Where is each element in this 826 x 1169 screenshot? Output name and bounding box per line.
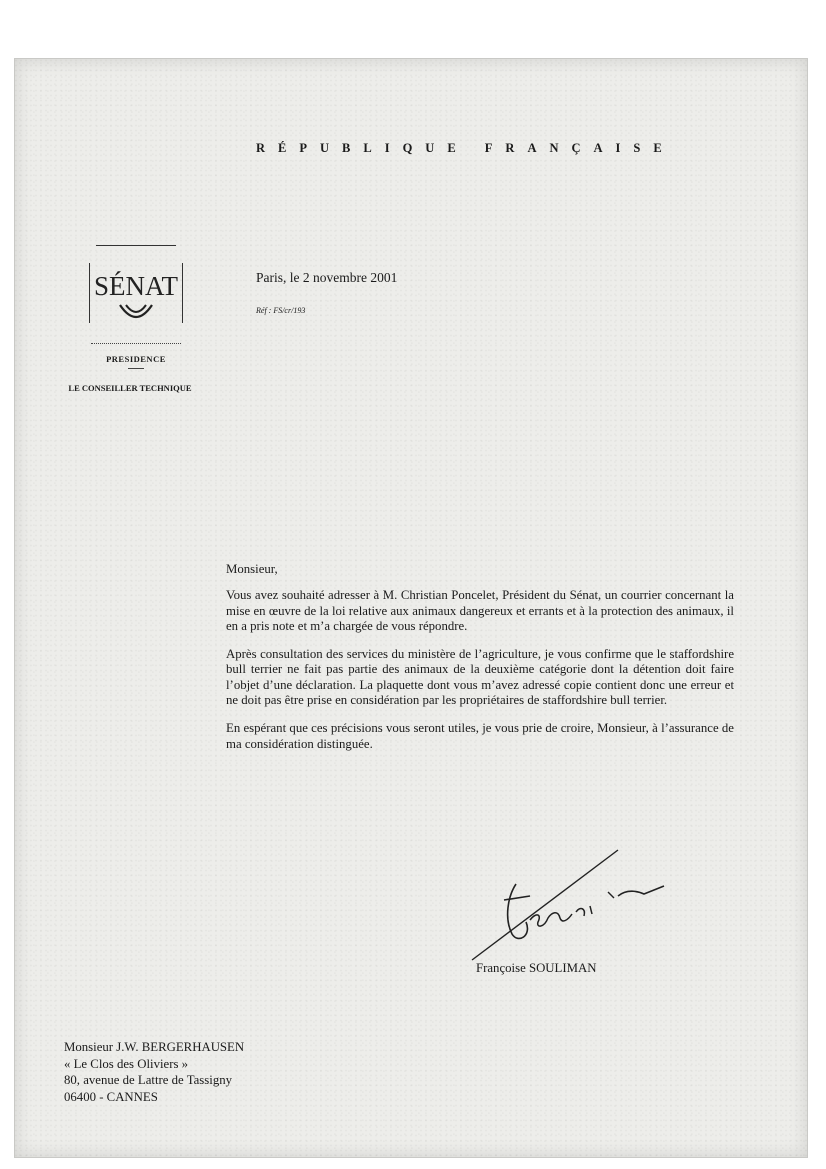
senat-logo-block (70, 245, 202, 393)
body-paragraph: Vous avez souhaité adresser à M. Christian Poncelet, Président du Sénat, un courrier concernant la mise en œuvre de la loi relative aux animaux dangereux et errants et à la protection des animaux, il en a pris note et m’a chargée de vous répondre. (226, 588, 734, 633)
letter-body (226, 562, 734, 765)
hemicycle-icon (116, 303, 156, 327)
salutation: Monsieur, (226, 562, 278, 576)
conseiller-label: LE CONSEILLER TECHNIQUE (68, 383, 192, 393)
logo-divider (91, 343, 181, 344)
logo-divider (96, 245, 176, 246)
logo-wordmark: SÉNAT (93, 271, 178, 301)
handwritten-signature (468, 848, 668, 968)
address-line: 06400 - CANNES (64, 1089, 158, 1104)
address-line: « Le Clos des Oliviers » (64, 1056, 189, 1071)
address-line: Monsieur J.W. BERGERHAUSEN (64, 1040, 245, 1054)
body-paragraph: En espérant que ces précisions vous seront utiles, je vous prie de croire, Monsieur, à l’assurance de ma considération distinguée. (226, 721, 734, 751)
senat-logo (86, 245, 186, 341)
address-line: 80, avenue de Lattre de Tassigny (64, 1073, 233, 1087)
body-paragraph: Après consultation des services du ministère de l’agriculture, je vous confirme que le staffordshire bull terrier ne fait pas partie des animaux de la deuxième catégorie dont la détention doit faire l’objet d’une déclaration. La plaquette dont vous m’avez adressé copie contient donc une erreur et ne doit pas être prise en considération par les propriétaires de staffordshire bull terrier. (226, 647, 734, 708)
presidence-label: PRESIDENCE (106, 354, 166, 364)
letter-reference: Réf : FS/cr/193 (256, 306, 306, 315)
signer-name: Françoise SOULIMAN (476, 961, 597, 975)
logo-divider (128, 368, 144, 371)
recipient-address (64, 1039, 244, 1105)
letterhead-title: RÉPUBLIQUE FRANÇAISE (256, 141, 675, 155)
letter-date: Paris, le 2 novembre 2001 (256, 270, 398, 285)
